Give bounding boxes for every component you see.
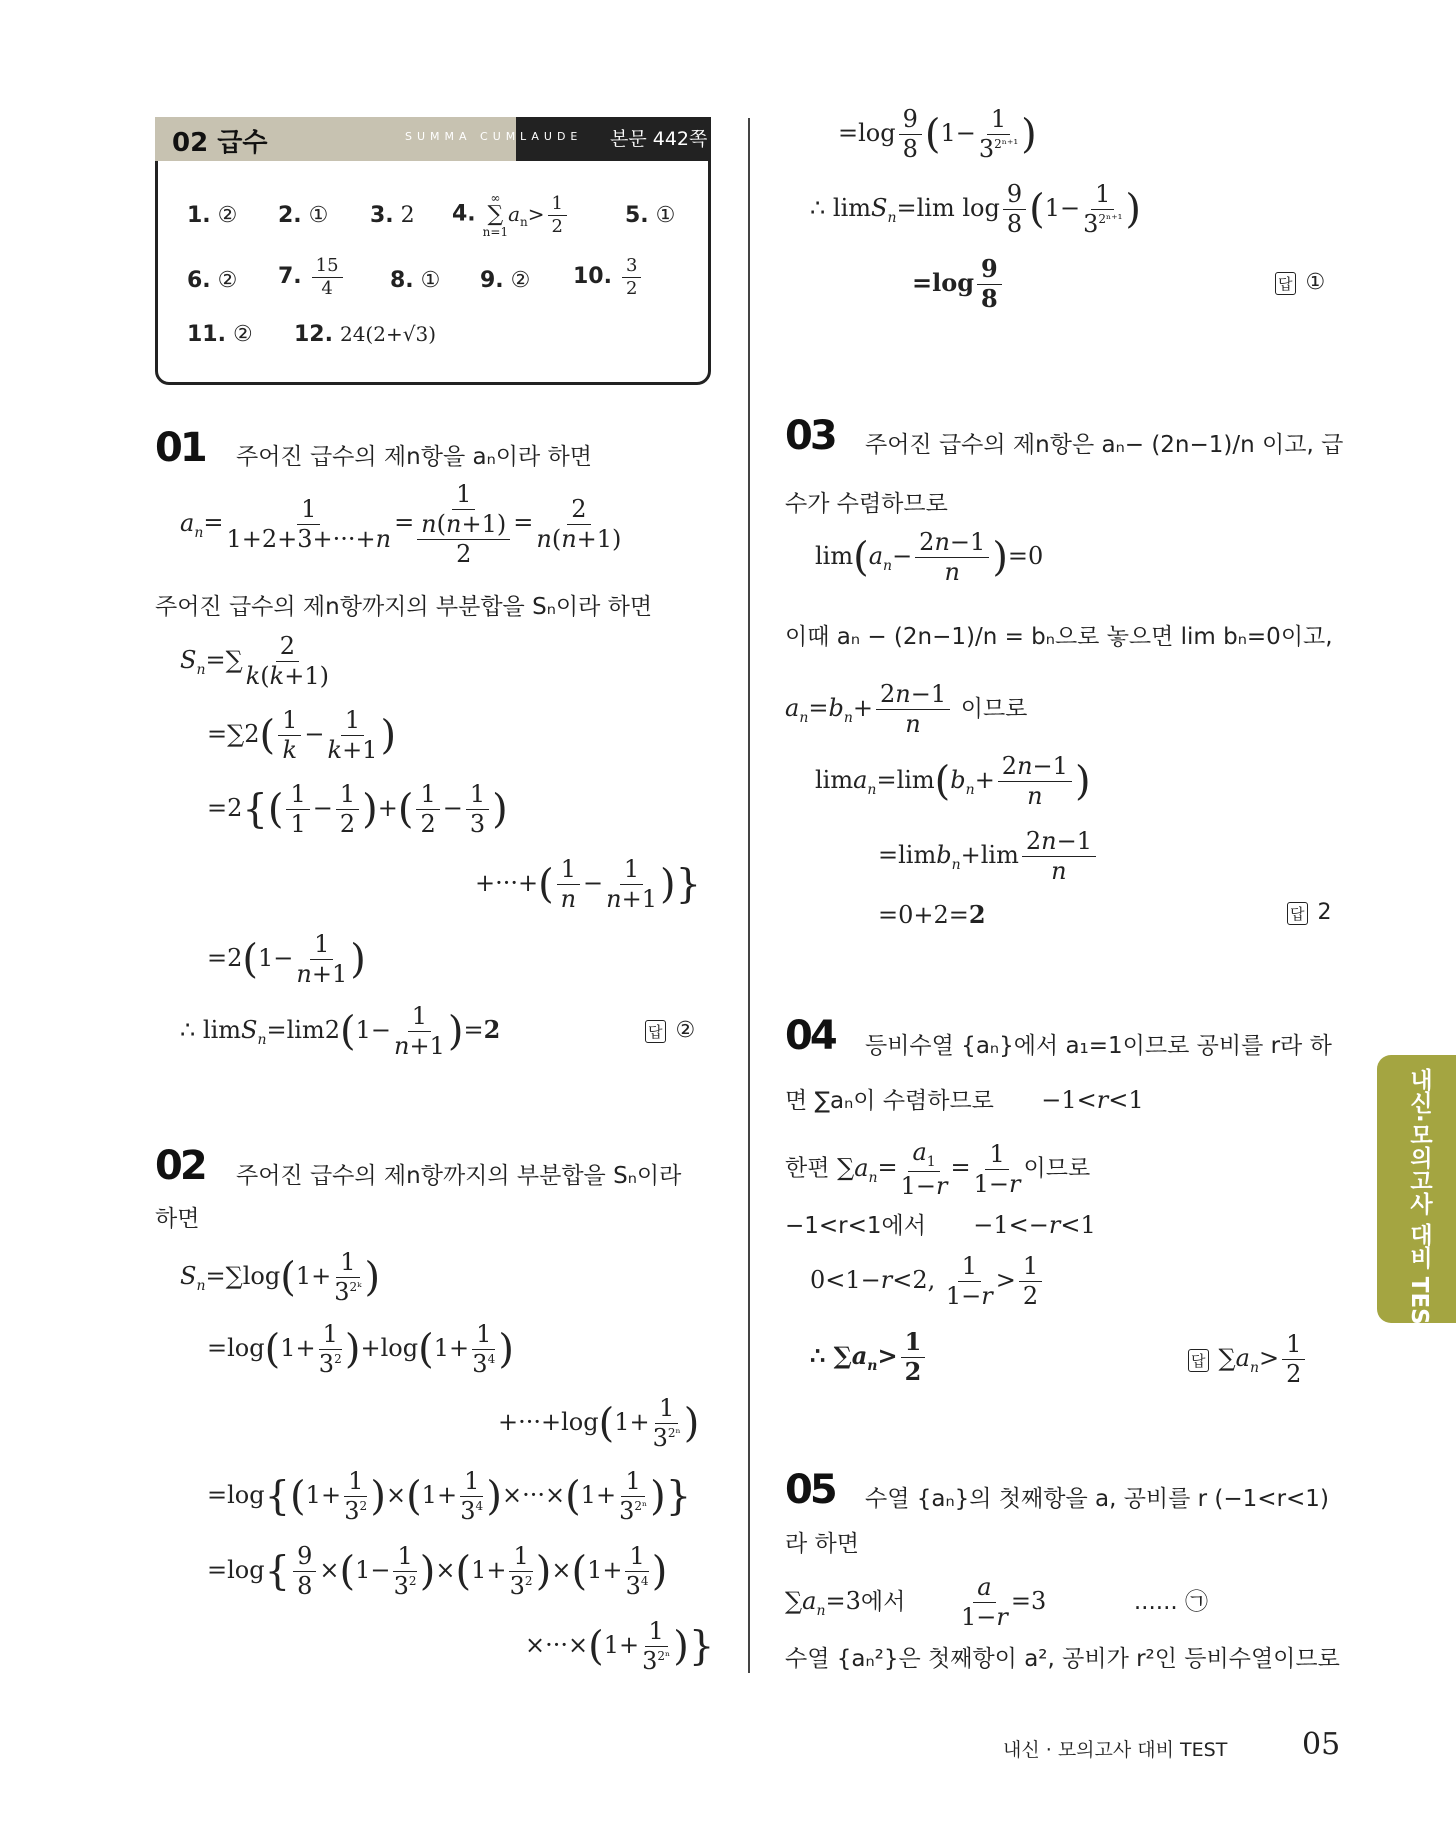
answer-item: 4. ∞ ∑ n=1 $a_n>$ $\frac{1}{2}$	[452, 192, 570, 238]
answer-item: 3. 2	[370, 203, 415, 228]
question-text: 주어진 급수의 제n항을 aₙ이라 하면	[236, 444, 592, 470]
question-number: 02	[155, 1143, 205, 1189]
answer-mark: 답 ①	[1275, 270, 1325, 295]
math-line: =log $\frac{9}{8}$ (1− $\frac{1}{3^{2^{n+1}}}$ )	[838, 105, 1037, 163]
math-line: ∴ $\sum a_n>$ $\frac{1}{2}$	[810, 1328, 928, 1387]
math-line: $a_n=$ $\frac{1}{1+2+3+\cdot\cdot\cdot+n}$ = $\frac{1}{\frac{n(n+1)}{2}}$ = $\frac{2}{n(n+1)}$	[180, 480, 622, 568]
column-divider	[748, 118, 750, 1673]
math-line: =limb$_n$+lim $\frac{2n-1}{n}$	[878, 827, 1099, 886]
math-line: =2{( $\frac{1}{1}$ − $\frac{1}{2}$ )+( $\frac{1}{2}$ − $\frac{1}{3}$ )	[207, 780, 508, 838]
question-number: 03	[785, 413, 835, 459]
question-text: 면 ∑aₙ이 수렴하므로 −1<r<1	[785, 1086, 1144, 1114]
math-line: =log(1+ $\frac{1}{3^2}$ )+log(1+ $\frac{1}{3^4}$ )	[207, 1320, 514, 1378]
math-line: +···+log(1+ $\frac{1}{3^{2^n}}$ )	[498, 1394, 700, 1452]
answer-item: 8. ①	[390, 268, 441, 293]
question-text: 수열 {aₙ}의 첫째항을 a, 공비를 r (−1<r<1)	[865, 1486, 1329, 1512]
math-line: =log{ $\frac{9}{8}$ ×(1− $\frac{1}{3^2}$ )×(1+ $\frac{1}{3^2}$ )×(1+ $\frac{1}{3^4}$ )	[207, 1542, 668, 1600]
question-text: 하면	[155, 1206, 200, 1232]
question-text: 주어진 급수의 제n항은 aₙ− (2n−1)/n 이고, 급	[865, 432, 1344, 458]
answer-item: 7. $\frac{15}{4}$	[278, 255, 346, 299]
answer-item: 9. ②	[480, 268, 531, 293]
math-line: =0+2=2	[878, 900, 986, 929]
side-tab-label: 내신·모의고사 대비 TEST	[1406, 1068, 1432, 1341]
question-text: 라 하면	[785, 1531, 859, 1557]
math-line: 한편 $\sum a_n=$ $\frac{a_1}{1-r}$ = $\frac{1}{1-r}$ 이므로	[785, 1138, 1091, 1200]
math-line: $a_n=b_n+$ $\frac{2n-1}{n}$ 이므로	[785, 680, 1028, 738]
question-text: −1<r<1에서 −1<−r<1	[785, 1211, 1096, 1239]
brand-text-2: LAUDE	[520, 130, 583, 143]
answer-item: 10. $\frac{3}{2}$	[573, 255, 644, 299]
question-text: 등비수열 {aₙ}에서 a₁=1이므로 공비를 r라 하	[865, 1033, 1332, 1059]
footer-label: 내신 · 모의고사 대비 TEST	[1003, 1739, 1228, 1761]
math-line: $\sum a_n=3$에서 $\frac{a}{1-r}$ =3 ...... ㉠	[785, 1573, 1209, 1631]
question-text: 수가 수렴하므로	[785, 491, 948, 517]
chapter-title: 02 급수	[172, 128, 268, 158]
question-text: 수열 {aₙ²}은 첫째항이 a², 공비가 r²인 등비수열이므로	[785, 1646, 1340, 1672]
math-line: ∴ limS$_n$=lim2(1− $\frac{1}{n+1}$ )=2	[180, 1002, 501, 1060]
math-line: 0<1−r<2, $\frac{1}{1-r}$ > $\frac{1}{2}$	[810, 1252, 1045, 1311]
math-line: =2(1− $\frac{1}{n+1}$ )	[207, 930, 366, 988]
page-number: 05	[1302, 1727, 1341, 1762]
math-line: =∑2( $\frac{1}{k}$ − $\frac{1}{k+1}$ )	[207, 706, 397, 764]
math-line: =log{(1+ $\frac{1}{3^2}$ )×(1+ $\frac{1}{3^4}$ )×···×(1+ $\frac{1}{3^{2^n}}$ )}	[207, 1467, 692, 1525]
answer-mark: 답 ②	[645, 1018, 695, 1043]
math-line: =log $\frac{9}{8}$	[912, 255, 1005, 314]
answer-item: 6. ②	[187, 268, 238, 293]
math-line: $S_n=\sum\log(1+$ $\frac{1}{3^{2ᵏ}}$ )	[180, 1248, 381, 1306]
question-number: 01	[155, 425, 205, 471]
math-line: ×···×(1+ $\frac{1}{3^{2^n}}$ )}	[525, 1617, 715, 1675]
answer-item: 12. 24(2+√3)	[294, 322, 436, 347]
answer-item: 1. ②	[187, 203, 238, 228]
answer-item: 5. ①	[625, 203, 676, 228]
math-line: ∴ limS$_n$=lim log $\frac{9}{8}$ (1− $\frac{1}{3^{2^{n+1}}}$ )	[810, 180, 1141, 238]
answer-item: 11. ②	[187, 322, 253, 347]
page-reference: 본문 442쪽	[610, 128, 708, 150]
answer-item: 2. ①	[278, 203, 329, 228]
question-number: 05	[785, 1467, 835, 1513]
question-text: 주어진 급수의 제n항까지의 부분합을 Sₙ이라	[236, 1163, 682, 1189]
answer-mark: 답 2	[1287, 900, 1332, 925]
question-text: 이때 aₙ − (2n−1)/n = bₙ으로 놓으면 lim bₙ=0이고,	[785, 624, 1333, 650]
question-number: 04	[785, 1013, 835, 1059]
math-line: +···+( $\frac{1}{n}$ − $\frac{1}{n+1}$ )}	[475, 855, 702, 913]
math-line: $\lim(a_n-$ $\frac{2n-1}{n}$ )=0	[815, 528, 1044, 586]
math-line: $\lim a_n=\lim(b_n+$ $\frac{2n-1}{n}$ )	[815, 752, 1091, 810]
question-text: 주어진 급수의 제n항까지의 부분합을 Sₙ이라 하면	[155, 594, 653, 620]
brand-text: SUMMA CUM	[405, 130, 521, 143]
answer-mark: 답 $\sum a_n>$ $\frac{1}{2}$	[1188, 1330, 1308, 1389]
math-line: $S_n=\sum$ $\frac{2}{k(k+1)}$	[180, 632, 329, 690]
